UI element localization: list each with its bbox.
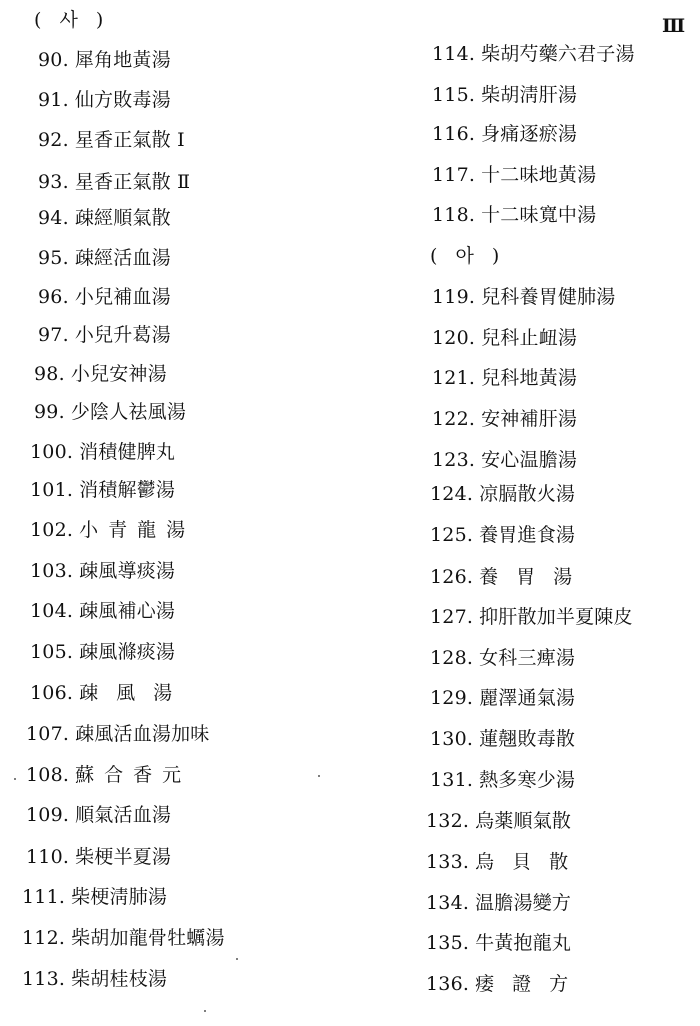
list-item: 121. 兒科地黃湯 xyxy=(432,367,578,389)
list-item: 118. 十二味寬中湯 xyxy=(432,204,597,226)
list-item: 127. 抑肝散加半夏陳皮 xyxy=(430,606,633,628)
list-item: 129. 麗澤通氣湯 xyxy=(430,687,576,709)
list-item: 131. 熱多寒少湯 xyxy=(430,769,576,791)
list-item: 102. 小青龍湯 xyxy=(30,519,196,541)
list-item: 100. 消積健脾丸 xyxy=(30,441,176,463)
list-item: 114. 柴胡芍藥六君子湯 xyxy=(432,43,635,65)
list-item: 112. 柴胡加龍骨牡蠣湯 xyxy=(22,927,225,949)
list-item: 120. 兒科止衄湯 xyxy=(432,327,578,349)
list-item: 126. 養胃湯 xyxy=(430,566,591,588)
list-item: 92. 星香正氣散 Ⅰ xyxy=(38,129,185,151)
list-item: 94. 疎經順氣散 xyxy=(38,207,171,229)
list-item: 104. 疎風補心湯 xyxy=(30,600,176,622)
list-item: 105. 疎風滌痰湯 xyxy=(30,641,176,663)
section-heading-sa: ( 사 ) xyxy=(34,9,110,31)
list-item: 115. 柴胡淸肝湯 xyxy=(432,84,578,106)
list-item: 113. 柴胡桂枝湯 xyxy=(22,968,168,990)
list-item: 93. 星香正氣散 Ⅱ xyxy=(38,171,191,193)
list-item: 98. 小兒安神湯 xyxy=(34,363,167,385)
scan-speck xyxy=(318,775,320,777)
list-item: 96. 小兒補血湯 xyxy=(38,286,171,308)
list-item: 95. 疎經活血湯 xyxy=(38,247,171,269)
list-item: 108. 蘇合香元 xyxy=(26,764,192,786)
list-item: 117. 十二味地黃湯 xyxy=(432,164,597,186)
scan-speck xyxy=(204,1010,206,1012)
list-item: 109. 順氣活血湯 xyxy=(26,804,172,826)
list-item: 90. 犀角地黃湯 xyxy=(38,49,171,71)
list-item: 91. 仙方敗毒湯 xyxy=(38,89,171,111)
list-item: 107. 疎風活血湯加味 xyxy=(26,723,210,745)
list-item: 125. 養胃進食湯 xyxy=(430,524,576,546)
scan-speck xyxy=(14,778,16,780)
section-heading-a: ( 아 ) xyxy=(430,245,506,267)
list-item: 124. 凉膈散火湯 xyxy=(430,483,576,505)
list-item: 136. 痿證方 xyxy=(426,973,587,995)
list-item: 130. 蓮翹敗毒散 xyxy=(430,728,576,750)
list-item: 119. 兒科養胃健肺湯 xyxy=(432,286,616,308)
page-marker: Ⅲ xyxy=(662,15,686,37)
list-item: 111. 柴梗淸肺湯 xyxy=(22,886,168,908)
list-item: 101. 消積解鬱湯 xyxy=(30,479,176,501)
list-item: 116. 身痛逐瘀湯 xyxy=(432,123,578,145)
list-item: 122. 安神補肝湯 xyxy=(432,408,578,430)
list-item: 97. 小兒升葛湯 xyxy=(38,324,171,346)
list-item: 99. 少陰人祛風湯 xyxy=(34,401,187,423)
list-item: 133. 烏貝散 xyxy=(426,851,587,873)
list-item: 103. 疎風導痰湯 xyxy=(30,560,176,582)
list-item: 132. 烏薬順氣散 xyxy=(426,810,572,832)
scan-speck xyxy=(236,958,238,960)
list-item: 123. 安心温膽湯 xyxy=(432,449,578,471)
list-item: 110. 柴梗半夏湯 xyxy=(26,846,172,868)
list-item: 135. 牛黃抱龍丸 xyxy=(426,932,572,954)
list-item: 128. 女科三痺湯 xyxy=(430,647,576,669)
list-item: 134. 温膽湯變方 xyxy=(426,892,572,914)
list-item: 106. 疎風湯 xyxy=(30,682,191,704)
